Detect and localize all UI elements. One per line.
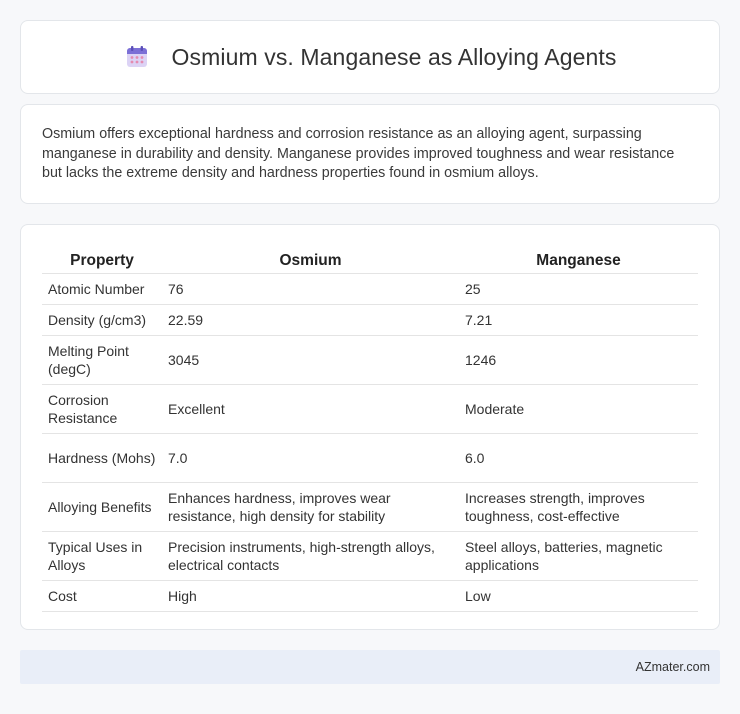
comparison-card	[20, 224, 720, 630]
table-row	[42, 433, 698, 482]
calendar-icon	[124, 44, 150, 70]
property-cell: Atomic Number	[42, 273, 162, 304]
table-row	[42, 304, 698, 335]
page-title: Osmium vs. Manganese as Alloying Agents	[171, 43, 617, 70]
summary-card	[20, 104, 720, 204]
osmium-cell: High	[162, 580, 459, 611]
header-osmium: Osmium	[162, 245, 459, 273]
property-cell: Alloying Benefits	[42, 482, 162, 531]
table-header-row	[42, 245, 698, 273]
table-row	[42, 384, 698, 433]
summary-text: Osmium offers exceptional hardness and corrosion resistance as an alloying agent, surpassing manganese in durability and density. Manganese provides improved toughness and wear resistance but lacks the extreme density and hardness properties found in osmium alloys.	[42, 126, 675, 182]
manganese-cell: 25	[459, 273, 698, 304]
table-row	[42, 531, 698, 580]
property-cell: Melting Point (degC)	[42, 335, 162, 384]
manganese-cell: 7.21	[459, 304, 698, 335]
osmium-cell: 3045	[162, 335, 459, 384]
manganese-cell: Steel alloys, batteries, magnetic applications	[459, 531, 698, 580]
manganese-cell: 6.0	[459, 433, 698, 482]
title-card	[20, 20, 720, 94]
table-row	[42, 580, 698, 611]
osmium-cell: 76	[162, 273, 459, 304]
property-cell: Typical Uses in Alloys	[42, 531, 162, 580]
osmium-cell: Enhances hardness, improves wear resistance, high density for stability	[162, 482, 459, 531]
osmium-cell: 7.0	[162, 433, 459, 482]
footer-brand: AZmater.com	[635, 660, 710, 674]
property-cell: Density (g/cm3)	[42, 304, 162, 335]
osmium-cell: 22.59	[162, 304, 459, 335]
property-cell: Hardness (Mohs)	[42, 433, 162, 482]
header-property: Property	[42, 245, 162, 273]
comparison-table	[42, 245, 698, 612]
manganese-cell: 1246	[459, 335, 698, 384]
table-row	[42, 273, 698, 304]
header-manganese: Manganese	[459, 245, 698, 273]
footer	[20, 650, 720, 684]
property-cell: Cost	[42, 580, 162, 611]
manganese-cell: Moderate	[459, 384, 698, 433]
table-row	[42, 335, 698, 384]
property-cell: Corrosion Resistance	[42, 384, 162, 433]
osmium-cell: Precision instruments, high-strength alloys, electrical contacts	[162, 531, 459, 580]
table-row	[42, 482, 698, 531]
manganese-cell: Low	[459, 580, 698, 611]
manganese-cell: Increases strength, improves toughness, cost-effective	[459, 482, 698, 531]
osmium-cell: Excellent	[162, 384, 459, 433]
